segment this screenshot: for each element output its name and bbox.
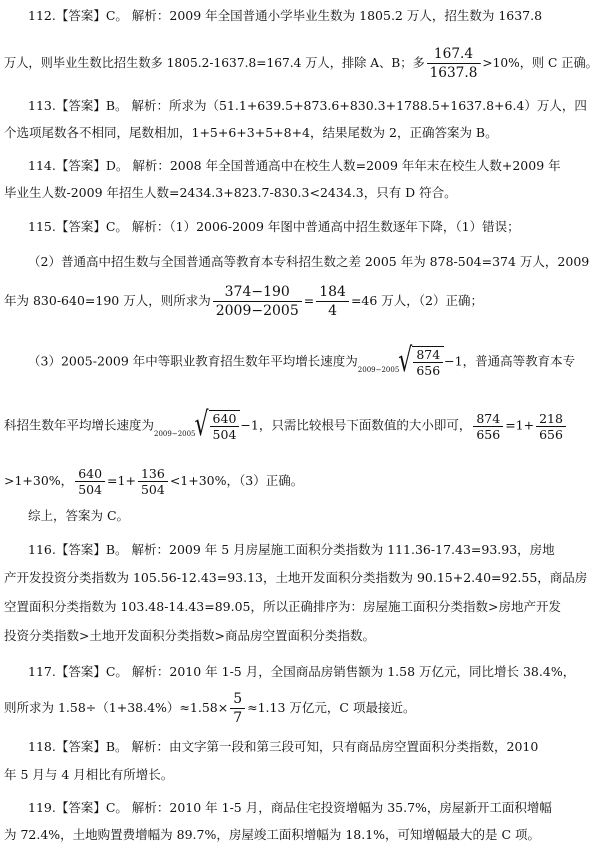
q115-compare-fraction-4: [138, 466, 168, 497]
q115-compare-4-denominator: 504: [140, 482, 165, 497]
q117-text-b: ≈1.13 万亿元，C 项最接近。: [247, 700, 416, 715]
q115-line-2: （2）普通高中招生数与全国普通高等教育本专科招生数之差 2005 年为 878-504=374 万人，2009: [28, 254, 590, 269]
q115-fraction-1: [213, 283, 302, 320]
q117-fraction-denominator: 7: [233, 710, 243, 726]
q115-compare-2-numerator: 218: [536, 411, 566, 427]
q115-l6-text-c: <1+30%，（3）正确。: [169, 473, 304, 488]
q115-fraction-2: [316, 283, 349, 320]
q116-line-3: 空置面积分类指数为 103.48-14.43=89.05，所以正确排序为：房屋施工面积分类指数>房地产开发: [4, 599, 561, 614]
q117-line-1: 117.【答案】C。 解析：2010 年 1-5 月，全国商品房销售额为 1.58 万亿元，同比增长 38.4%，: [28, 664, 576, 679]
q115-fraction-1-denominator: 2009−2005: [215, 303, 299, 319]
radical-sign-icon: √: [398, 342, 413, 380]
q116-line-4: 投资分类指数>土地开发面积分类指数>商品房空置面积分类指数。: [4, 628, 375, 643]
q115-line-4: [28, 342, 576, 380]
q115-line-5: [4, 406, 568, 444]
q115-root-1-fraction: [413, 347, 443, 378]
q117-fraction-numerator: 5: [230, 690, 245, 709]
q115-equals: =: [303, 293, 315, 308]
q112-fraction-numerator: 167.4: [427, 45, 481, 64]
q115-compare-4-numerator: 136: [138, 466, 168, 482]
q112-fraction: [427, 45, 481, 82]
q115-compare-fraction-1: [473, 411, 503, 442]
q115-l4-text-b: −1，普通高等教育本专: [444, 353, 576, 369]
q115-l5-text-c: =1+: [505, 417, 535, 433]
q116-line-1: 116.【答案】B。 解析：2009 年 5 月房屋施工面积分类指数为 111.36-17.43=93.93，房地: [28, 542, 555, 557]
q115-fraction-1-numerator: 374−190: [213, 283, 302, 302]
q115-compare-1-numerator: 874: [473, 411, 503, 427]
q113-line-1: 113.【答案】B。 解析：所求为（51.1+639.5+873.6+830.3+1788.5+1637.8+6.4）万人，四: [28, 98, 587, 113]
q115-l4-text-a: （3）2005-2009 年中等职业教育招生数年平均增长速度为: [28, 353, 358, 369]
q117-line-2: [4, 690, 415, 727]
q115-fraction-2-numerator: 184: [316, 283, 349, 302]
q116-line-2: 产开发投资分类指数为 105.56-12.43=93.13，土地开发面积分类指数为 90.15+2.40=92.55，商品房: [4, 570, 588, 585]
q114-line-1: 114.【答案】D。 解析：2008 年全国普通高中在校生人数=2009 年年末在校生人数+2009 年: [28, 158, 561, 173]
q115-compare-1-denominator: 656: [476, 426, 501, 442]
q118-line-1: 118.【答案】B。 解析：由文字第一段和第三段可知，只有商品房空置面积分类指数，2010: [28, 739, 539, 754]
q115-l6-text-a: >1+30%，: [4, 473, 74, 488]
q115-line-6: [4, 466, 303, 497]
q115-l6-text-b: =1+: [107, 473, 136, 488]
q115-fraction-2-denominator: 4: [328, 303, 338, 319]
q115-compare-fraction-2: [536, 411, 566, 442]
q115-root-2-index: 2009−2005: [154, 430, 196, 438]
q115-root-2-denominator: 504: [212, 427, 237, 442]
q115-root-2-numerator: 640: [210, 411, 240, 427]
q112-line-2: [4, 45, 598, 82]
q117-fraction: [230, 690, 245, 727]
q112-text-b: >10%，则 C 正确。: [482, 55, 598, 70]
q115-line-3: [4, 283, 483, 320]
q115-compare-2-denominator: 656: [539, 426, 563, 442]
q113-line-2: 个选项尾数各不相同，尾数相加，1+5+6+3+5+8+4，结果尾数为 2，正确答案为 B。: [4, 125, 498, 140]
q115-line-1: 115.【答案】C。 解析：（1）2006-2009 年图中普通高中招生数逐年下降，（1）错误；: [28, 219, 520, 234]
q115-root-1-index: 2009−2005: [357, 366, 400, 374]
q119-line-1: 119.【答案】C。 解析：2010 年 1-5 月，商品住宅投资增幅为 35.7%，房屋新开工面积增幅: [28, 800, 552, 815]
q117-text-a: 则所求为 1.58÷（1+38.4%）≈1.58×: [4, 700, 229, 715]
q115-l5-text-a: 科招生数年平均增长速度为: [4, 417, 155, 433]
q115-compare-fraction-3: [75, 466, 105, 497]
q119-line-2: 为 72.4%，土地购置费增幅为 89.7%，房屋竣工面积增幅为 18.1%，可知增幅最大的是 C 项。: [4, 827, 541, 842]
q112-text-a: 万人，则毕业生数比招生数多 1805.2-1637.8=167.4 万人，排除 A、B；多: [4, 55, 425, 70]
radical-sign-icon: √: [194, 406, 209, 444]
q115-l3-text-b: =46 万人，（2）正确；: [350, 293, 484, 308]
q115-root-2-fraction: [210, 411, 240, 442]
q114-line-2: 毕业生人数-2009 年招生人数=2434.3+823.7-830.3<2434.3，只有 D 符合。: [4, 185, 457, 200]
q115-root-1-numerator: 874: [413, 347, 443, 363]
q115-l5-text-b: −1，只需比较根号下面数值的大小即可，: [240, 417, 472, 433]
q115-compare-3-numerator: 640: [75, 466, 105, 482]
q115-root-2-radicand: [209, 410, 241, 442]
q118-line-2: 年 5 月与 4 月相比有所增长。: [4, 767, 174, 782]
q115-root-1: [357, 342, 444, 380]
q112-fraction-denominator: 1637.8: [429, 65, 478, 81]
q115-root-2: [154, 406, 240, 444]
q115-root-1-denominator: 656: [416, 363, 441, 378]
q115-l3-text-a: 年为 830-640=190 万人，则所求为: [4, 293, 211, 308]
q115-compare-3-denominator: 504: [78, 482, 103, 497]
q115-root-1-radicand: [412, 346, 444, 378]
q112-line-1: 112.【答案】C。 解析：2009 年全国普通小学毕业生数为 1805.2 万人，招生数为 1637.8: [28, 8, 543, 23]
q115-line-7: 综上，答案为 C。: [28, 508, 130, 523]
